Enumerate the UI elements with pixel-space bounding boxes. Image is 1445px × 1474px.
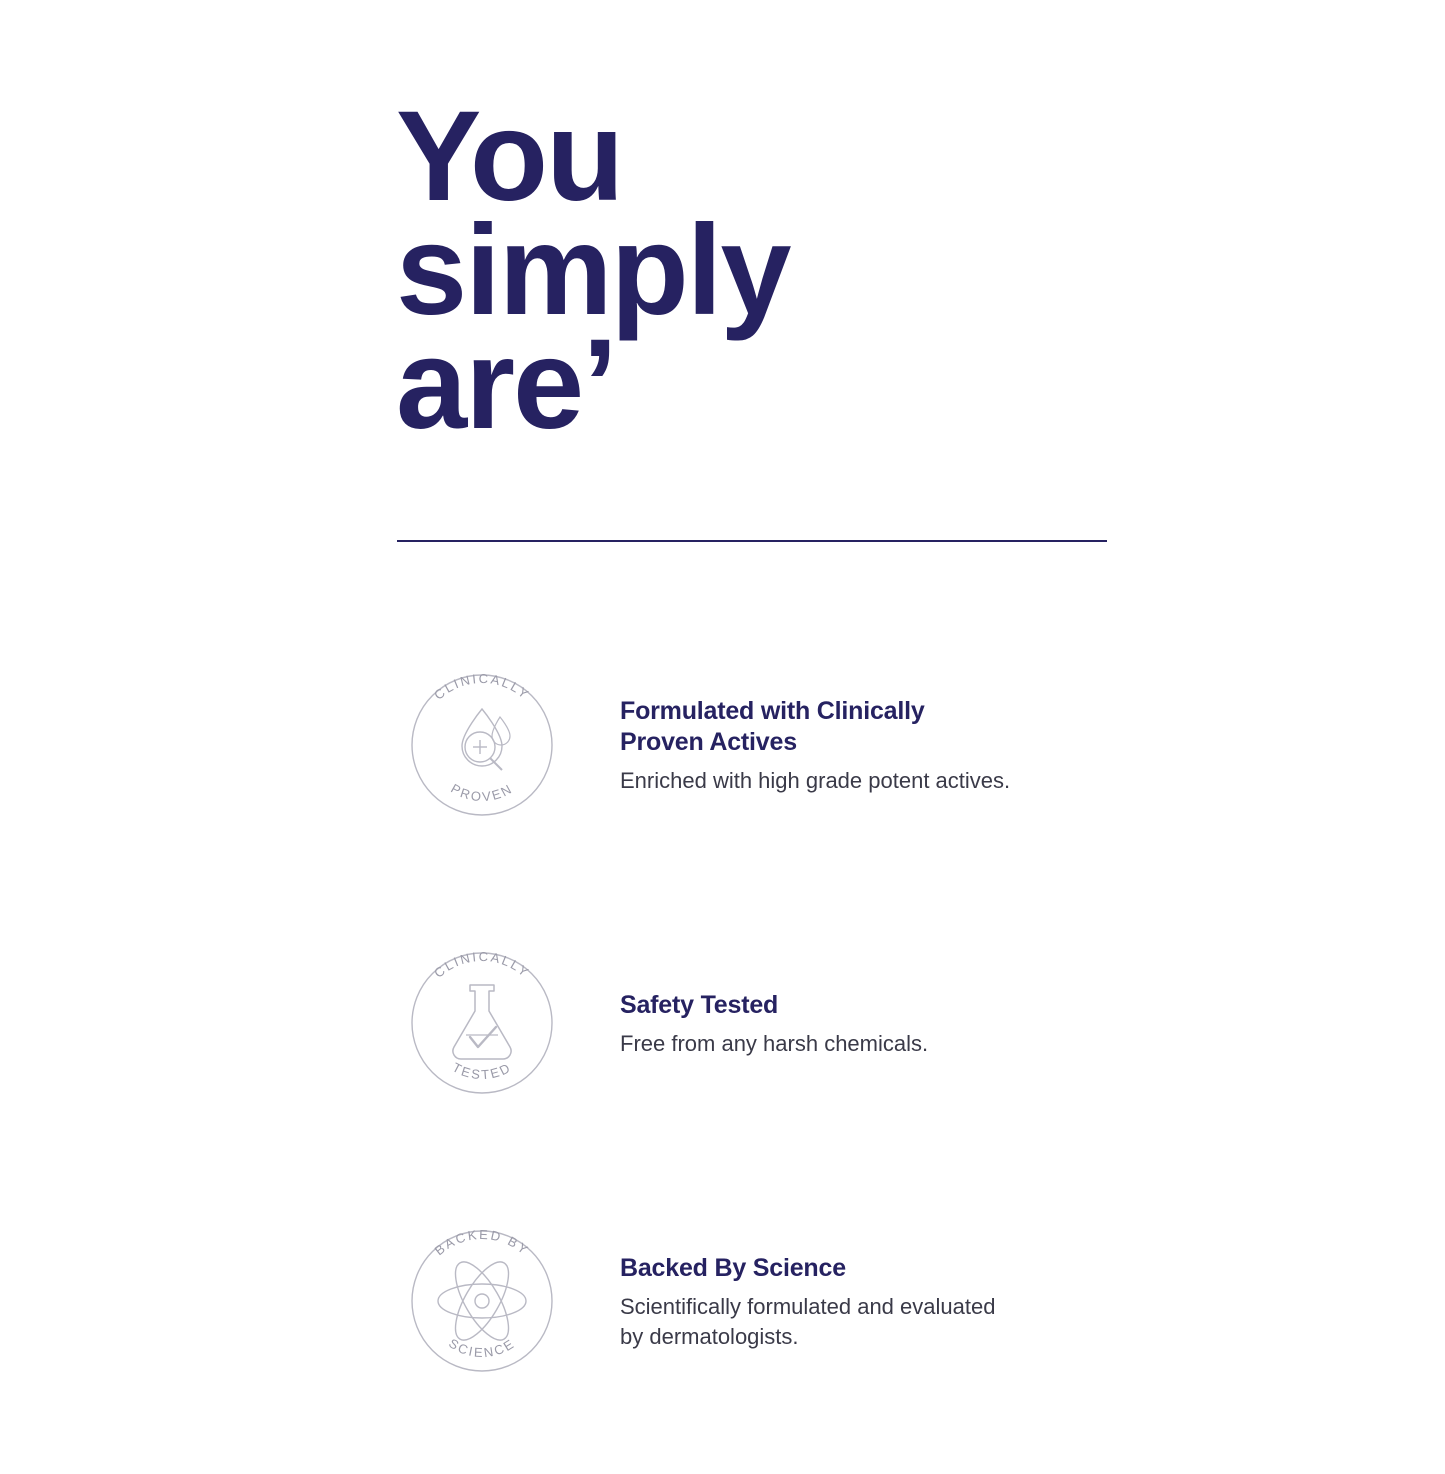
svg-text:PROVEN bbox=[448, 781, 515, 805]
headline-line-3: are’ bbox=[396, 313, 616, 456]
badge-top-text: CLINICALLY bbox=[431, 670, 533, 703]
list-item bbox=[396, 1196, 1116, 1406]
clinically-tested-badge-icon bbox=[396, 937, 568, 1109]
headline-line-1: You bbox=[396, 85, 623, 228]
list-item bbox=[396, 918, 1116, 1128]
feature-text bbox=[620, 988, 928, 1059]
page-title bbox=[396, 85, 1136, 456]
clinically-proven-badge-icon bbox=[396, 659, 568, 831]
feature-title: Backed By Science bbox=[620, 1253, 846, 1282]
badge-top-text: CLINICALLY bbox=[431, 948, 533, 981]
feature-description: Free from any harsh chemicals. bbox=[620, 1030, 929, 1056]
feature-title: Formulated with Clinically Proven Actives bbox=[620, 697, 925, 756]
svg-text:CLINICALLY bbox=[431, 671, 533, 703]
badge-bottom-text: PROVEN bbox=[448, 780, 516, 805]
feature-description: Enriched with high grade potent actives. bbox=[620, 768, 1011, 793]
headline-line-2: simply bbox=[396, 199, 790, 342]
divider bbox=[397, 540, 1107, 542]
badge-top-text: BACKED BY bbox=[431, 1226, 533, 1259]
feature-description: Scientifically formulated and evaluated by dermatologists. bbox=[620, 1293, 996, 1349]
svg-text:CLINICALLY bbox=[431, 949, 533, 981]
backed-by-science-badge-icon bbox=[396, 1215, 568, 1387]
feature-text bbox=[620, 694, 1010, 796]
svg-text:BACKED BY bbox=[432, 1227, 533, 1258]
feature-title: Safety Tested bbox=[620, 990, 779, 1019]
svg-text:TESTED bbox=[450, 1060, 514, 1083]
svg-text:SCIENCE bbox=[446, 1335, 518, 1360]
feature-text bbox=[620, 1251, 1020, 1352]
badge-bottom-text: TESTED bbox=[449, 1059, 515, 1083]
badge-bottom-text: SCIENCE bbox=[446, 1335, 518, 1361]
features-list bbox=[396, 640, 1116, 1474]
list-item bbox=[396, 640, 1116, 850]
